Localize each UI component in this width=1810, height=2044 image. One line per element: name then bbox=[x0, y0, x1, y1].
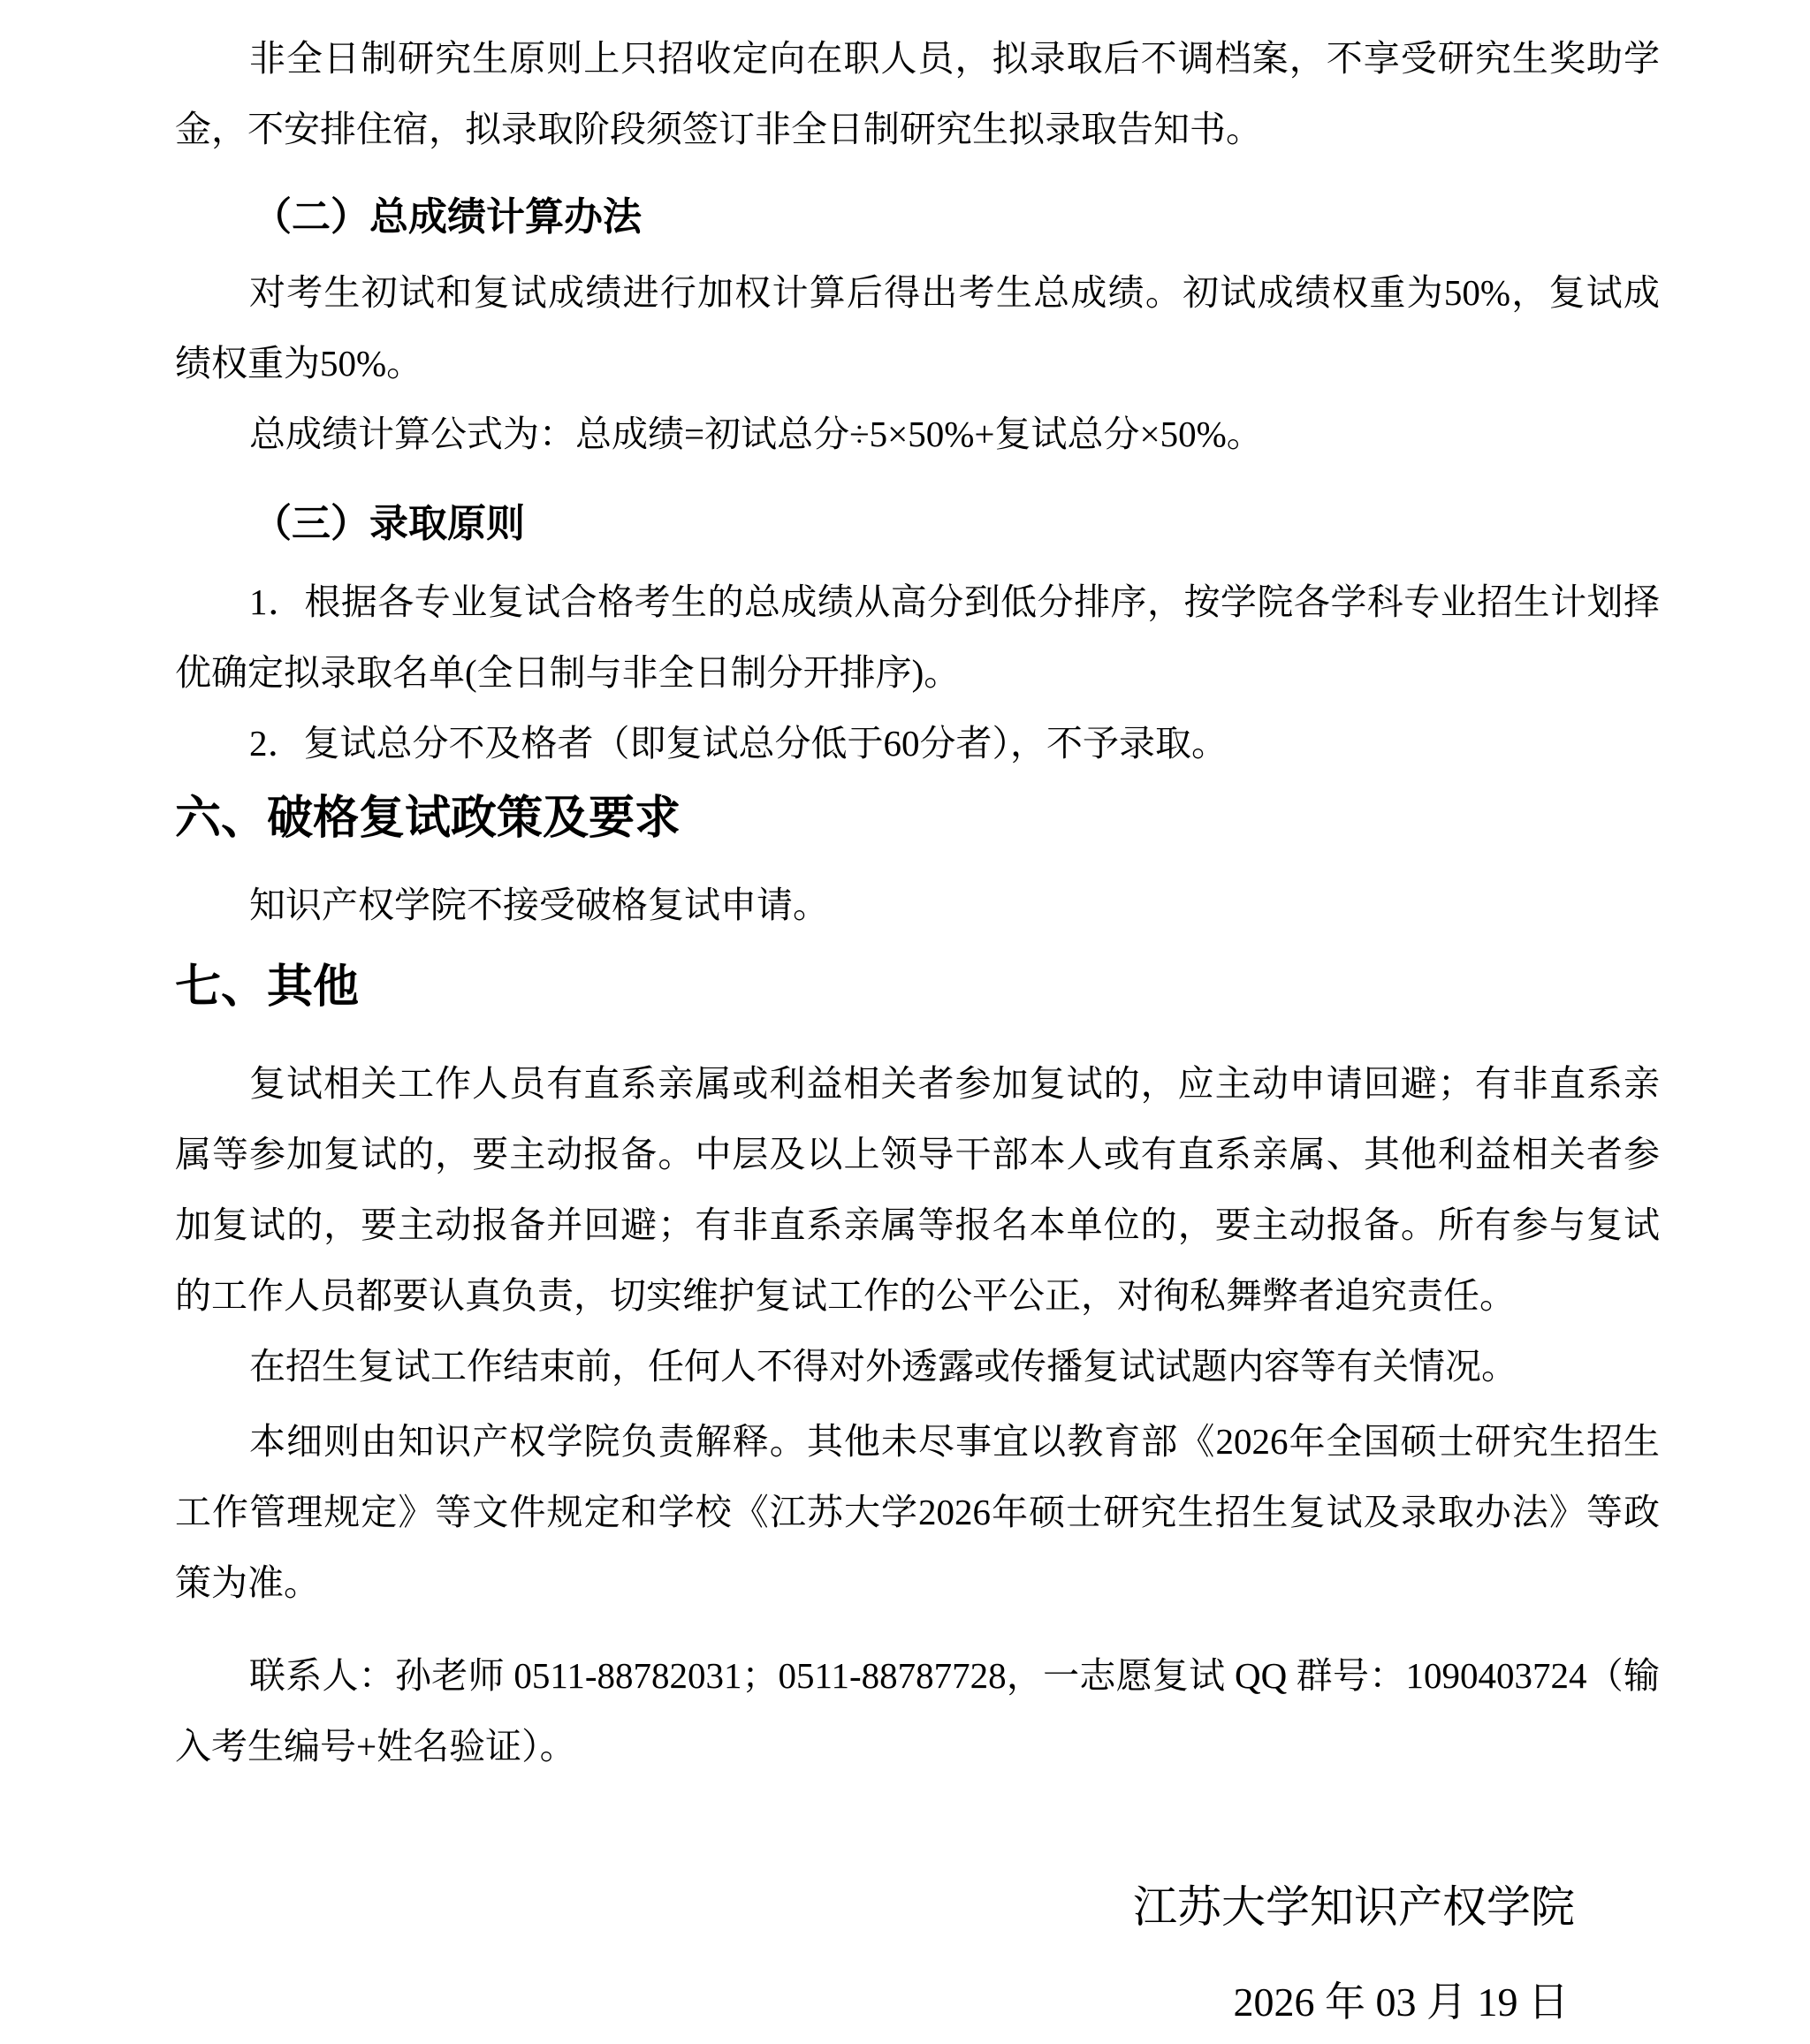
paragraph-line: 优确定拟录取名单(全日制与非全日制分开排序)。 bbox=[175, 652, 961, 693]
section-heading-seven: 七、其他 bbox=[175, 961, 360, 1013]
paragraph-line: 1．根据各专业复试合格考生的总成绩从高分到低分排序，按学院各学科专业招生计划择 bbox=[249, 581, 1660, 622]
paragraph-line-formula: 总成绩计算公式为：总成绩=初试总分÷5×50%+复试总分×50%。 bbox=[249, 414, 1263, 454]
subsection-heading-score-method: （二）总成绩计算办法 bbox=[253, 195, 642, 239]
section-heading-six: 六、破格复试政策及要求 bbox=[175, 793, 681, 844]
paragraph-line: 非全日制研究生原则上只招收定向在职人员，拟录取后不调档案，不享受研究生奖助学 bbox=[249, 38, 1660, 79]
subsection-heading-admission-rules: （三）录取原则 bbox=[253, 502, 525, 545]
paragraph-line: 加复试的，要主动报备并回避；有非直系亲属等报名本单位的，要主动报备。所有参与复试 bbox=[175, 1204, 1660, 1245]
paragraph-line: 金，不安排住宿，拟录取阶段须签订非全日制研究生拟录取告知书。 bbox=[175, 109, 1262, 149]
paragraph-line: 对考生初试和复试成绩进行加权计算后得出考生总成绩。初试成绩权重为50%，复试成 bbox=[249, 272, 1660, 313]
signature: 江苏大学知识产权学院 bbox=[1133, 1882, 1575, 1932]
paragraph-line: 的工作人员都要认真负责，切实维护复试工作的公平公正，对徇私舞弊者追究责任。 bbox=[175, 1275, 1516, 1316]
paragraph-line: 工作管理规定》等文件规定和学校《江苏大学2026年硕士研究生招生复试及录取办法》等政 bbox=[175, 1492, 1660, 1532]
paragraph-line: 绩权重为50%。 bbox=[175, 343, 423, 384]
paragraph-line: 在招生复试工作结束前，任何人不得对外透露或传播复试试题内容等有关情况。 bbox=[249, 1346, 1517, 1387]
paragraph-line: 2．复试总分不及格者（即复试总分低于60分者），不予录取。 bbox=[249, 723, 1228, 764]
paragraph-line: 知识产权学院不接受破格复试申请。 bbox=[249, 885, 829, 925]
paragraph-line: 属等参加复试的，要主动报备。中层及以上领导干部本人或有直系亲属、其他利益相关者参 bbox=[175, 1134, 1660, 1174]
paragraph-line-contact: 入考生编号+姓名验证）。 bbox=[175, 1726, 576, 1767]
date-line: 2026 年 03 月 19 日 bbox=[1233, 1979, 1569, 2025]
paragraph-line: 策为准。 bbox=[175, 1562, 320, 1603]
paragraph-line-contact: 联系人：孙老师 0511-88782031；0511-88787728，一志愿复试 QQ 群号：1090403724（输 bbox=[249, 1655, 1660, 1696]
paragraph-line: 本细则由知识产权学院负责解释。其他未尽事宜以教育部《2026年全国硕士研究生招生 bbox=[249, 1421, 1660, 1462]
paragraph-line: 复试相关工作人员有直系亲属或利益相关者参加复试的，应主动申请回避；有非直系亲 bbox=[249, 1063, 1660, 1104]
